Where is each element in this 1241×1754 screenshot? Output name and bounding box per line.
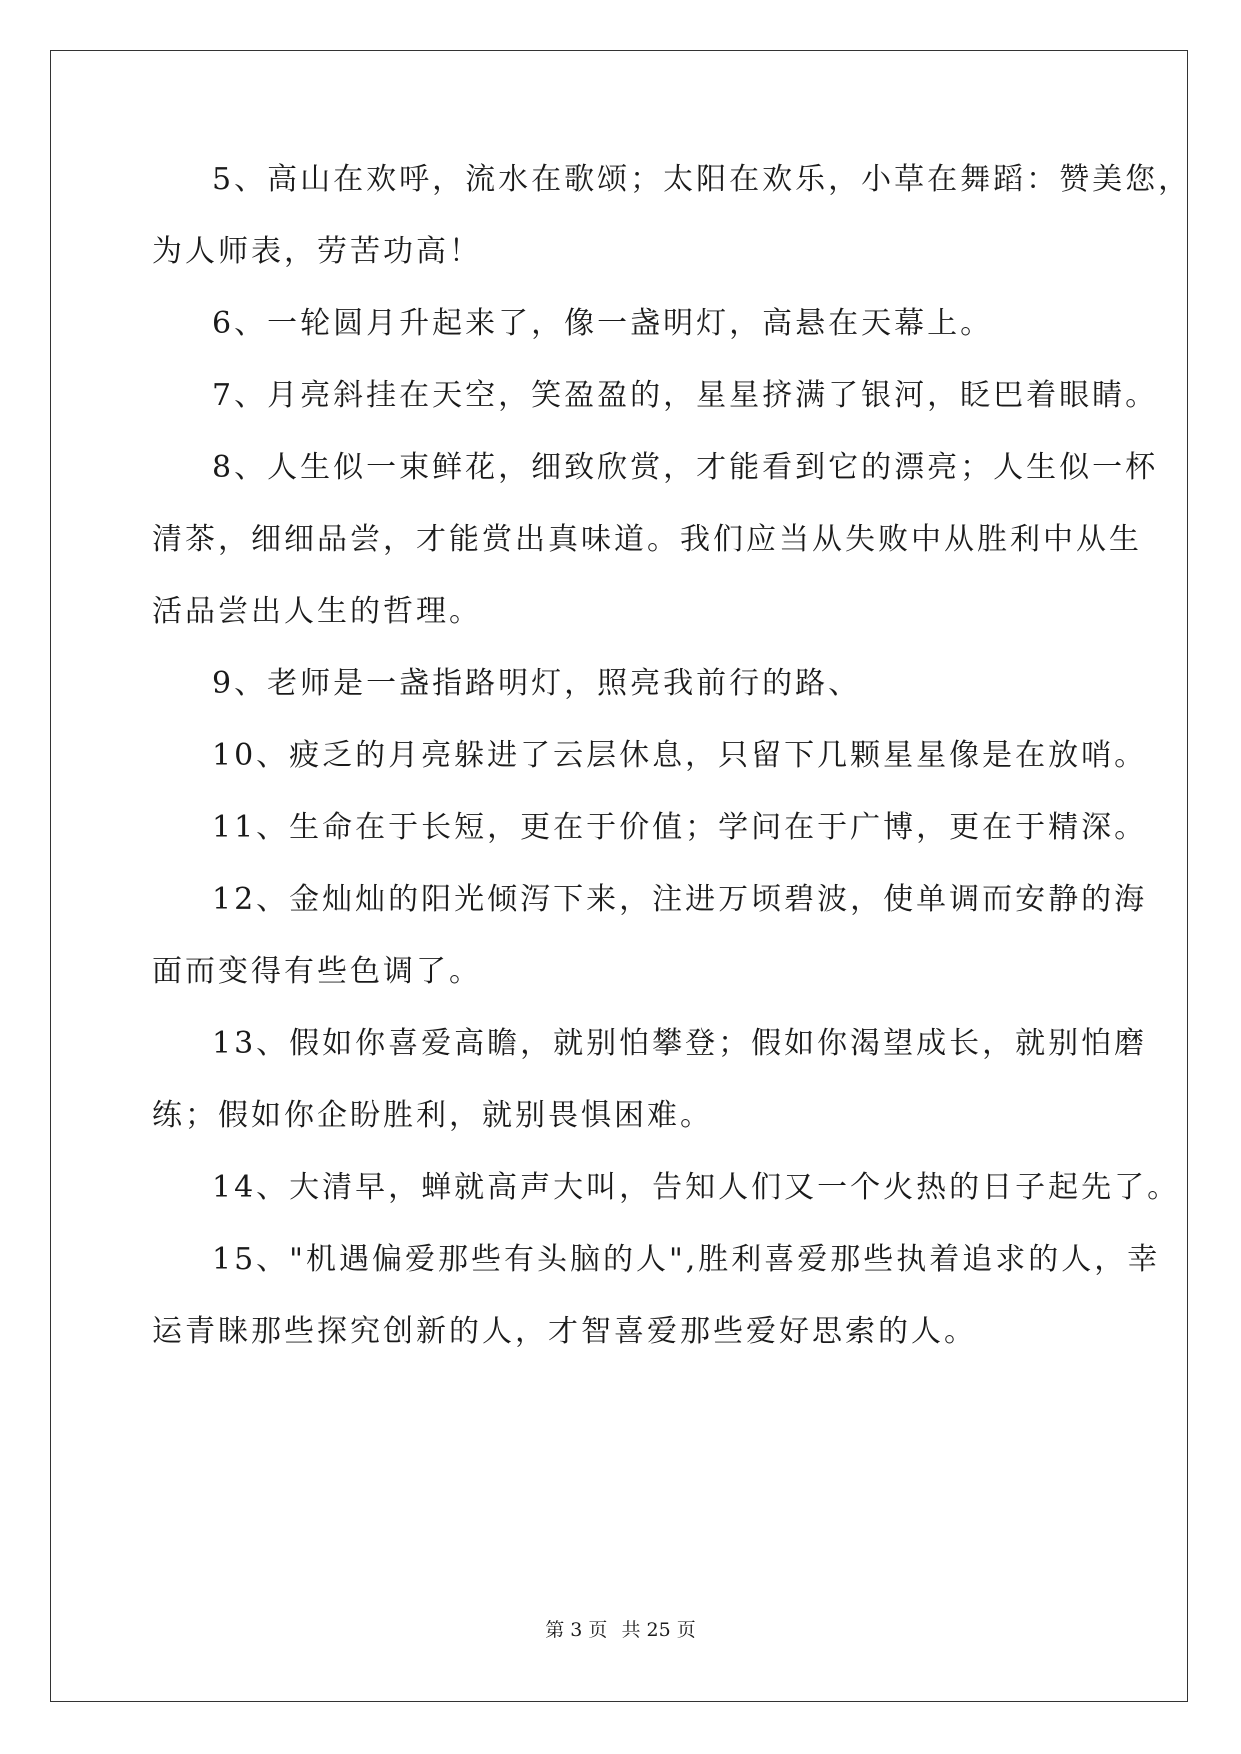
page-number: 第 3 页 <box>545 1619 608 1641</box>
page-border <box>50 50 1188 1702</box>
paragraph-line: 5、高山在欢呼，流水在歌颂；太阳在欢乐，小草在舞蹈：赞美您， <box>212 162 1192 197</box>
paragraph-line: 11、生命在于长短，更在于价值；学问在于广博，更在于精深。 <box>212 810 1148 845</box>
paragraph-line: 为人师表，劳苦功高！ <box>152 234 482 269</box>
paragraph-line: 8、人生似一束鲜花，细致欣赏，才能看到它的漂亮；人生似一杯 <box>212 450 1159 485</box>
paragraph-line: 6、一轮圆月升起来了，像一盏明灯，高悬在天幕上。 <box>212 306 994 341</box>
paragraph-line: 14、大清早，蝉就高声大叫，告知人们又一个火热的日子起先了。 <box>212 1170 1181 1205</box>
paragraph-line: 练；假如你企盼胜利，就别畏惧困难。 <box>152 1098 713 1133</box>
paragraph-line: 活品尝出人生的哲理。 <box>152 594 482 629</box>
page-total: 共 25 页 <box>621 1619 696 1641</box>
paragraph-line: 7、月亮斜挂在天空，笑盈盈的，星星挤满了银河，眨巴着眼睛。 <box>212 378 1159 413</box>
paragraph-line: 运青睐那些探究创新的人，才智喜爱那些爱好思索的人。 <box>152 1314 977 1349</box>
paragraph-line: 15、"机遇偏爱那些有头脑的人",胜利喜爱那些执着追求的人，幸 <box>212 1242 1161 1277</box>
paragraph-line: 12、金灿灿的阳光倾泻下来，注进万顷碧波，使单调而安静的海 <box>212 882 1148 917</box>
paragraph-line: 面而变得有些色调了。 <box>152 954 482 989</box>
page-footer <box>0 1618 1241 1642</box>
paragraph-line: 9、老师是一盏指路明灯，照亮我前行的路、 <box>212 666 862 701</box>
paragraph-line: 10、疲乏的月亮躲进了云层休息，只留下几颗星星像是在放哨。 <box>212 738 1148 773</box>
paragraph-line: 13、假如你喜爱高瞻，就别怕攀登；假如你渴望成长，就别怕磨 <box>212 1026 1148 1061</box>
paragraph-line: 清茶，细细品尝，才能赏出真味道。我们应当从失败中从胜利中从生 <box>152 522 1142 557</box>
